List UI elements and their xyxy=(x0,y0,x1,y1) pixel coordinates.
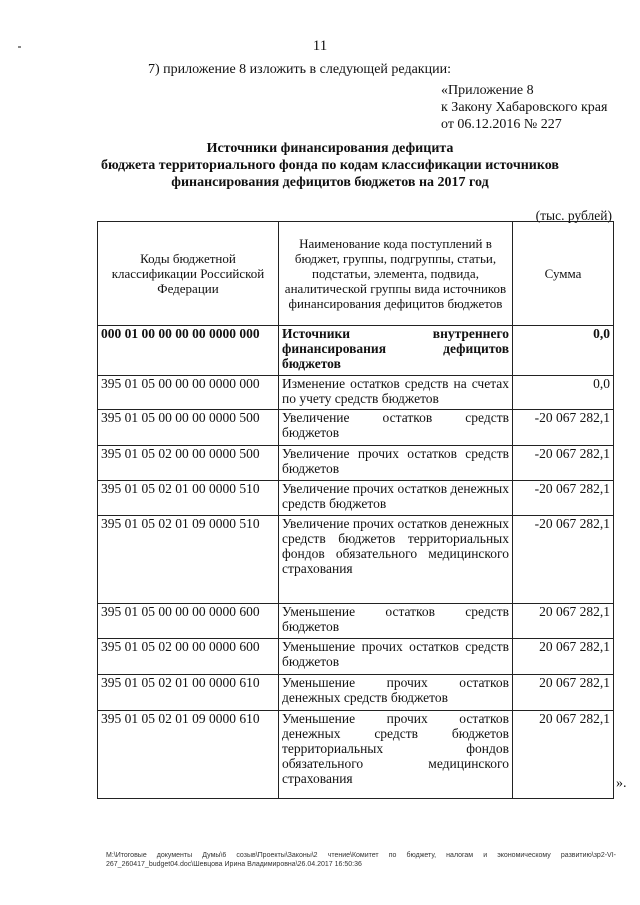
table-row xyxy=(98,376,614,410)
row-code: 395 01 05 00 00 00 0000 000 xyxy=(98,376,279,410)
row-code: 395 01 05 02 01 00 0000 510 xyxy=(98,481,279,516)
intro-text: 7) приложение 8 изложить в следующей редакции: xyxy=(148,62,451,77)
row-sum: 20 067 282,1 xyxy=(513,711,614,799)
row-code: 395 01 05 00 00 00 0000 500 xyxy=(98,410,279,446)
header-name: Наименование кода поступлений в бюджет, группы, подгруппы, статьи, подстатьи, элемента, подвида, аналитической группы вида источников финансирования дефицитов бюджетов xyxy=(279,222,513,326)
table-row xyxy=(98,481,614,516)
file-path-footer: M:\Итоговые документы Думы\6 созыв\Проекты\Законы\2 чтение\Комитет по бюджету, налогам и экономическому развитию\зр2-VI-267_260417_budget04.doc\Шевцова Ирина Владимировна\26.04.2017 16:50:36 xyxy=(106,852,616,868)
appendix-line-3: от 06.12.2016 № 227 xyxy=(441,117,562,132)
table-header-row xyxy=(98,222,614,326)
appendix-line-1: «Приложение 8 xyxy=(441,83,534,98)
table-row xyxy=(98,639,614,675)
sources-table xyxy=(97,221,614,799)
table-row xyxy=(98,410,614,446)
document-title xyxy=(60,140,600,191)
title-line-3: финансирования дефицитов бюджетов на 2017 год xyxy=(171,175,489,190)
row-sum: 20 067 282,1 xyxy=(513,639,614,675)
table-row xyxy=(98,326,614,376)
row-sum: 0,0 xyxy=(513,376,614,410)
table-row xyxy=(98,675,614,711)
row-name: Уменьшение остатков средств бюджетов xyxy=(279,604,513,639)
row-sum: 0,0 xyxy=(513,326,614,376)
row-name: Уменьшение прочих остатков средств бюджетов xyxy=(279,639,513,675)
appendix-reference xyxy=(441,82,607,133)
title-line-2: бюджета территориального фонда по кодам классификации источников xyxy=(101,158,559,173)
page-number: 11 xyxy=(312,38,328,54)
row-sum: -20 067 282,1 xyxy=(513,410,614,446)
row-sum: 20 067 282,1 xyxy=(513,604,614,639)
row-name: Увеличение остатков средств бюджетов xyxy=(279,410,513,446)
row-code: 395 01 05 02 01 00 0000 610 xyxy=(98,675,279,711)
units-label: (тыс. рублей) xyxy=(535,208,612,223)
row-name: Изменение остатков средств на счетах по учету средств бюджетов xyxy=(279,376,513,410)
row-name: Уменьшение прочих остатков денежных средств бюджетов территориальных фондов обязательного медицинского страхования xyxy=(279,711,513,799)
table-row xyxy=(98,604,614,639)
appendix-line-2: к Закону Хабаровского края xyxy=(441,100,608,115)
row-sum: -20 067 282,1 xyxy=(513,516,614,604)
header-sum: Сумма xyxy=(513,222,614,326)
row-code: 000 01 00 00 00 00 0000 000 xyxy=(98,326,279,376)
row-code: 395 01 05 00 00 00 0000 600 xyxy=(98,604,279,639)
row-sum: -20 067 282,1 xyxy=(513,446,614,481)
table-row xyxy=(98,516,614,604)
header-code: Коды бюджетной классификации Российской Федерации xyxy=(98,222,279,326)
row-code: 395 01 05 02 00 00 0000 500 xyxy=(98,446,279,481)
row-code: 395 01 05 02 01 09 0000 510 xyxy=(98,516,279,604)
row-sum: 20 067 282,1 xyxy=(513,675,614,711)
row-name: Источники внутреннего финансирования дефицитов бюджетов xyxy=(279,326,513,376)
row-code: 395 01 05 02 01 09 0000 610 xyxy=(98,711,279,799)
closing-quote: ». xyxy=(616,776,627,791)
title-line-1: Источники финансирования дефицита xyxy=(206,141,454,156)
row-name: Уменьшение прочих остатков денежных средств бюджетов xyxy=(279,675,513,711)
row-name: Увеличение прочих остатков средств бюджетов xyxy=(279,446,513,481)
table-row xyxy=(98,446,614,481)
row-code: 395 01 05 02 00 00 0000 600 xyxy=(98,639,279,675)
row-sum: -20 067 282,1 xyxy=(513,481,614,516)
row-name: Увеличение прочих остатков денежных средств бюджетов территориальных фондов обязательного медицинского страхования xyxy=(279,516,513,604)
table-row xyxy=(98,711,614,799)
row-name: Увеличение прочих остатков денежных средств бюджетов xyxy=(279,481,513,516)
